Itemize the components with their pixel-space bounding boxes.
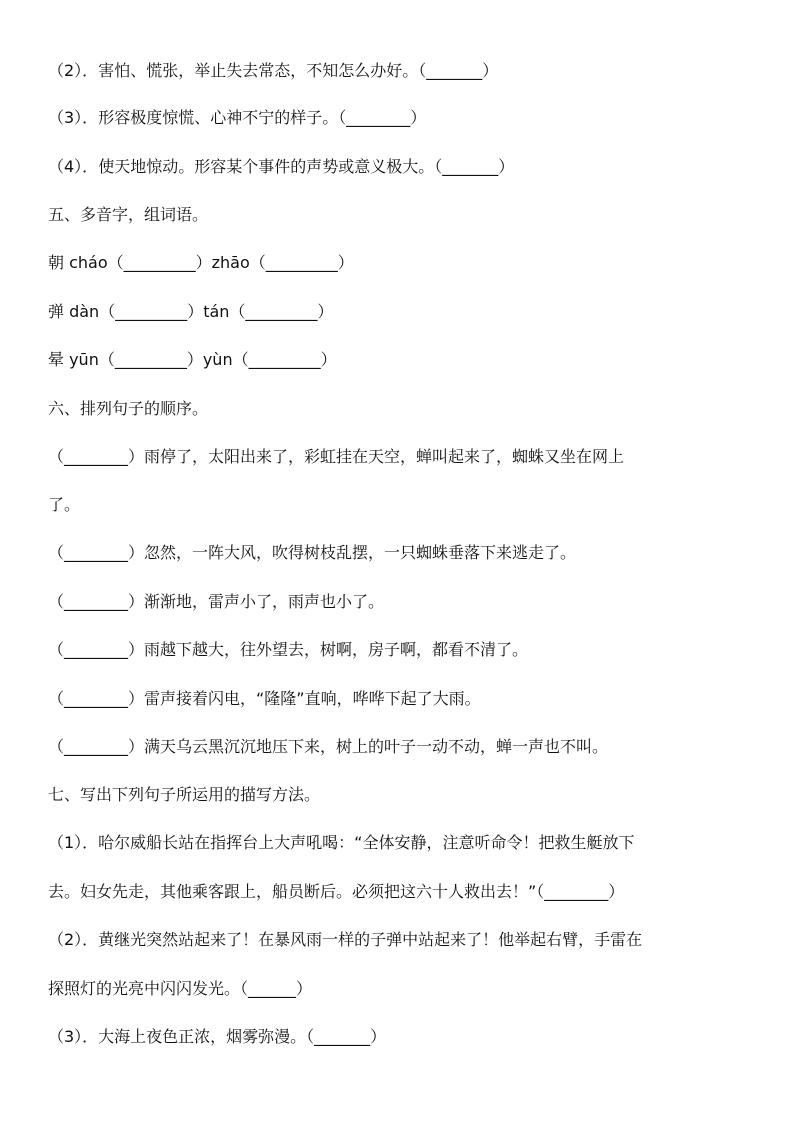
method-item-3: （3）．大海上夜色正浓，烟雾弥漫。（_______） [48,1027,387,1046]
order-item-6: （________）满天乌云黑沉沉地压下来，树上的叶子一动不动，蝉一声也不叫。 [48,737,609,756]
method-item-1-line2: 去。妇女先走，其他乘客跟上，船员断后。必须把这六十人救出去！”（________） [48,882,625,901]
polyphone-row-dan: 弹 dàn（_________）tán（_________） [48,302,334,321]
item-number: （3）． [48,108,99,127]
s4-item-3 [48,107,426,129]
item-text: 使天地惊动。形容某个事件的声势或意义极大。（_______） [98,157,515,176]
item-number: （2）． [48,61,99,80]
section7-heading: 七、写出下列句子所运用的描写方法。 [48,785,321,804]
order-item-3: （________）渐渐地，雷声小了，雨声也小了。 [48,592,385,611]
polyphone-row-chao: 朝 cháo（_________）zhāo（_________） [48,253,354,272]
s4-item-4 [48,156,514,178]
order-item-1-line2: 了。 [48,495,81,514]
order-item-5: （________）雷声接着闪电，“隆隆”直响，哗哗下起了大雨。 [48,689,481,708]
polyphone-row-yun: 晕 yūn（_________）yùn（_________） [48,350,337,369]
item-text: 害怕、慌张，举止失去常态，不知怎么办好。（_______） [98,61,499,80]
section6-heading: 六、排列句子的顺序。 [48,399,209,418]
item-text: 形容极度惊慌、心神不宁的样子。（________） [98,108,427,127]
order-item-1-line1: （________）雨停了，太阳出来了，彩虹挂在天空，蝉叫起来了，蜘蛛又坐在网上 [48,447,625,466]
item-number: （4）． [48,157,99,176]
method-item-2-line2: 探照灯的光亮中闪闪发光。（______） [48,979,313,998]
order-item-4: （________）雨越下越大，往外望去，树啊，房子啊，都看不清了。 [48,640,529,659]
section5-heading: 五、多音字，组词语。 [48,205,209,224]
method-item-1-line1: （1）．哈尔威船长站在指挥台上大声吼喝：“全体安静，注意听命令！把救生艇放下 [48,833,635,852]
order-item-2: （________）忽然，一阵大风，吹得树枝乱摆，一只蜘蛛垂落下来逃走了。 [48,543,577,562]
method-item-2-line1: （2）．黄继光突然站起来了！在暴风雨一样的子弹中站起来了！他举起右臂，手雷在 [48,930,643,949]
s4-item-2 [48,60,498,82]
